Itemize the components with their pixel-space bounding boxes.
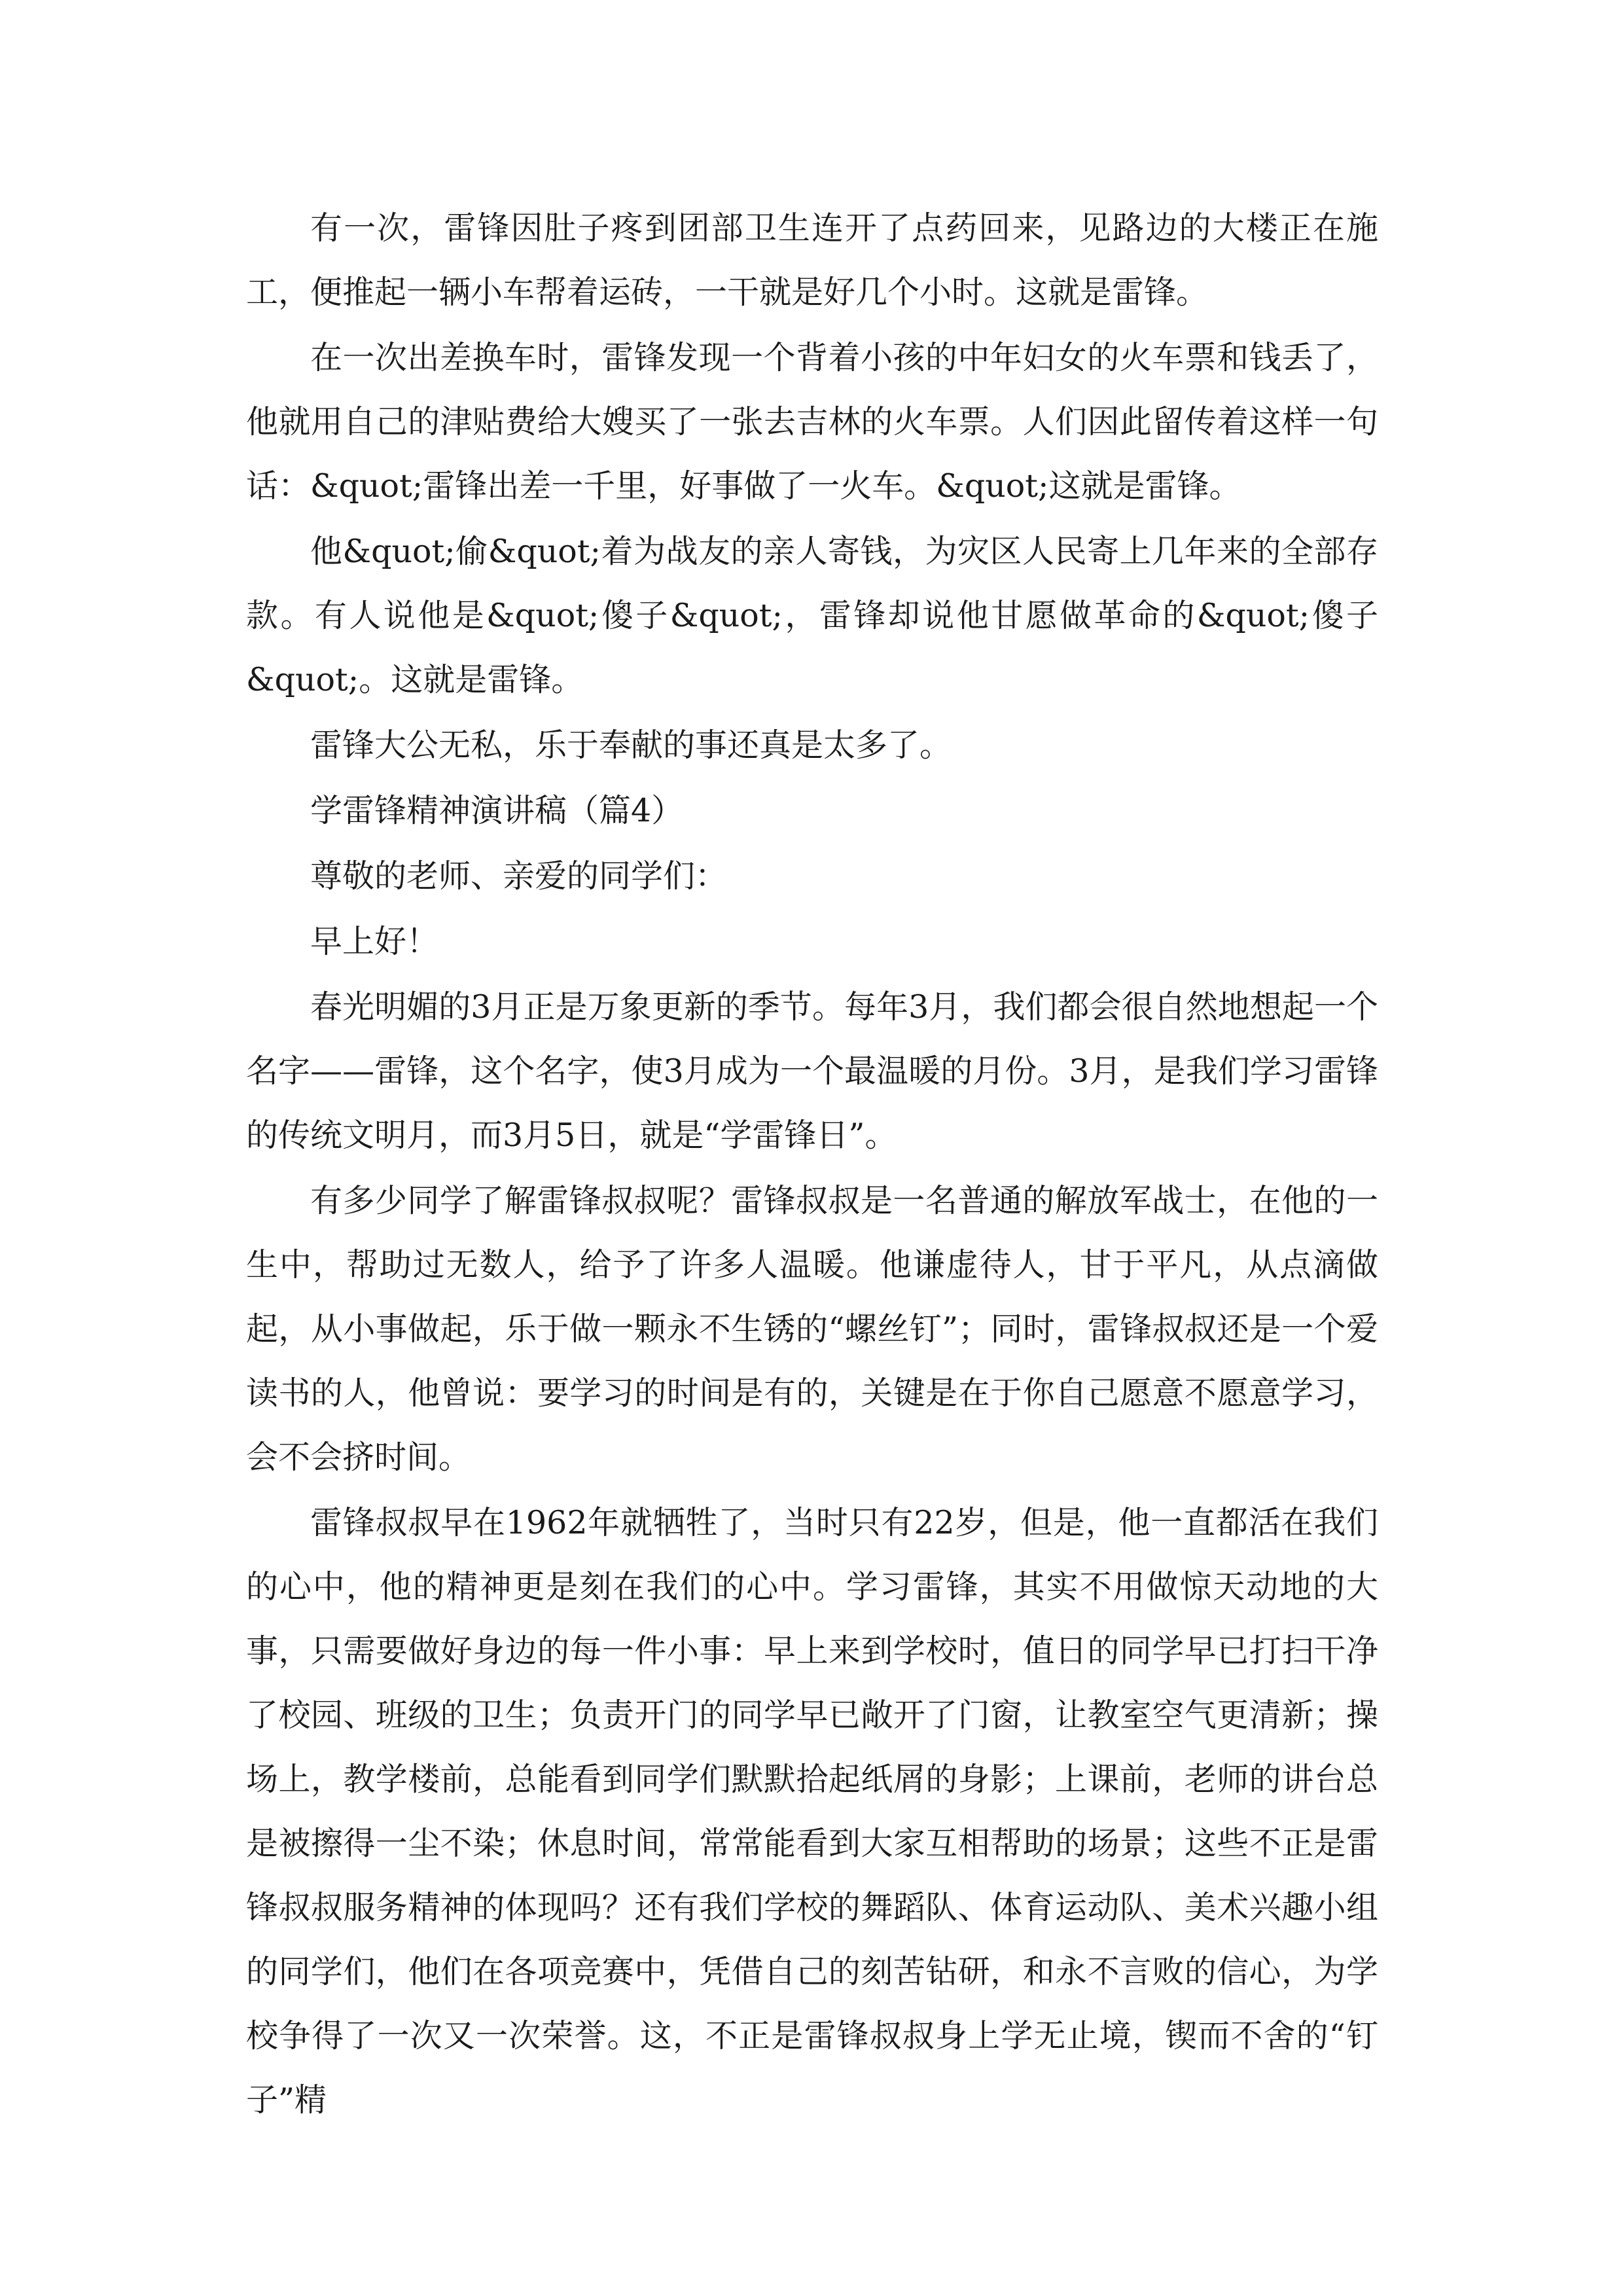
paragraph-8: 春光明媚的3月正是万象更新的季节。每年3月，我们都会很自然地想起一个名字——雷锋，这个名字，使3月成为一个最温暖的月份。3月，是我们学习雷锋的传统文明月，而3月5日，就是“学雷锋日”。 (246, 988, 1378, 1154)
greeting: 早上好！ (310, 923, 439, 960)
paragraph-10: 雷锋叔叔早在1962年就牺牲了，当时只有22岁，但是，他一直都活在我们的心中，他的精神更是刻在我们的心中。学习雷锋，其实不用做惊天动地的大事，只需要做好身边的每一件小事：早上来到学校时，值日的同学早已打扫干净了校园、班级的卫生；负责开门的同学早已敞开了门窗，让教室空气更清新；操场上，教学楼前，总能看到同学们默默拾起纸屑的身影；上课前，老师的讲台总是被擦得一尘不染；休息时间，常常能看到大家互相帮助的场景；这些不正是雷锋叔叔服务精神的体现吗？还有我们学校的舞蹈队、体育运动队、美术兴趣小组的同学们，他们在各项竞赛中，凭借自己的刻苦钻研，和永不言败的信心，为学校争得了一次又一次荣誉。这，不正是雷锋叔叔身上学无止境，锲而不舍的“钉子”精 (246, 1504, 1378, 2119)
paragraph-4: 雷锋大公无私，乐于奉献的事还真是太多了。 (310, 726, 952, 764)
body-text (246, 196, 1378, 2132)
paragraph-9: 有多少同学了解雷锋叔叔呢？雷锋叔叔是一名普通的解放军战士，在他的一生中，帮助过无数人，给予了许多人温暖。他谦虚待人，甘于平凡，从点滴做起，从小事做起，乐于做一颗永不生锈的“螺丝钉”；同时，雷锋叔叔还是一个爱读书的人，他曾说：要学习的时间是有的，关键是在于你自己愿意不愿意学习，会不会挤时间。 (246, 1182, 1378, 1476)
paragraph-1: 有一次，雷锋因肚子疼到团部卫生连开了点药回来，见路边的大楼正在施工，便推起一辆小车帮着运砖，一干就是好几个小时。这就是雷锋。 (246, 209, 1378, 311)
paragraph-3: 他&quot;偷&quot;着为战友的亲人寄钱，为灾区人民寄上几年来的全部存款。有人说他是&quot;傻子&quot;，雷锋却说他甘愿做革命的&quot;傻子&quot;。这就是雷锋。 (246, 533, 1378, 698)
section-heading: 学雷锋精神演讲稿（篇4） (310, 792, 684, 829)
paragraph-2: 在一次出差换车时，雷锋发现一个背着小孩的中年妇女的火车票和钱丢了，他就用自己的津贴费给大嫂买了一张去吉林的火车票。人们因此留传着这样一句话：&quot;雷锋出差一千里，好事做了一火车。&quot;这就是雷锋。 (246, 339, 1378, 505)
salutation: 尊敬的老师、亲爱的同学们： (310, 857, 728, 895)
